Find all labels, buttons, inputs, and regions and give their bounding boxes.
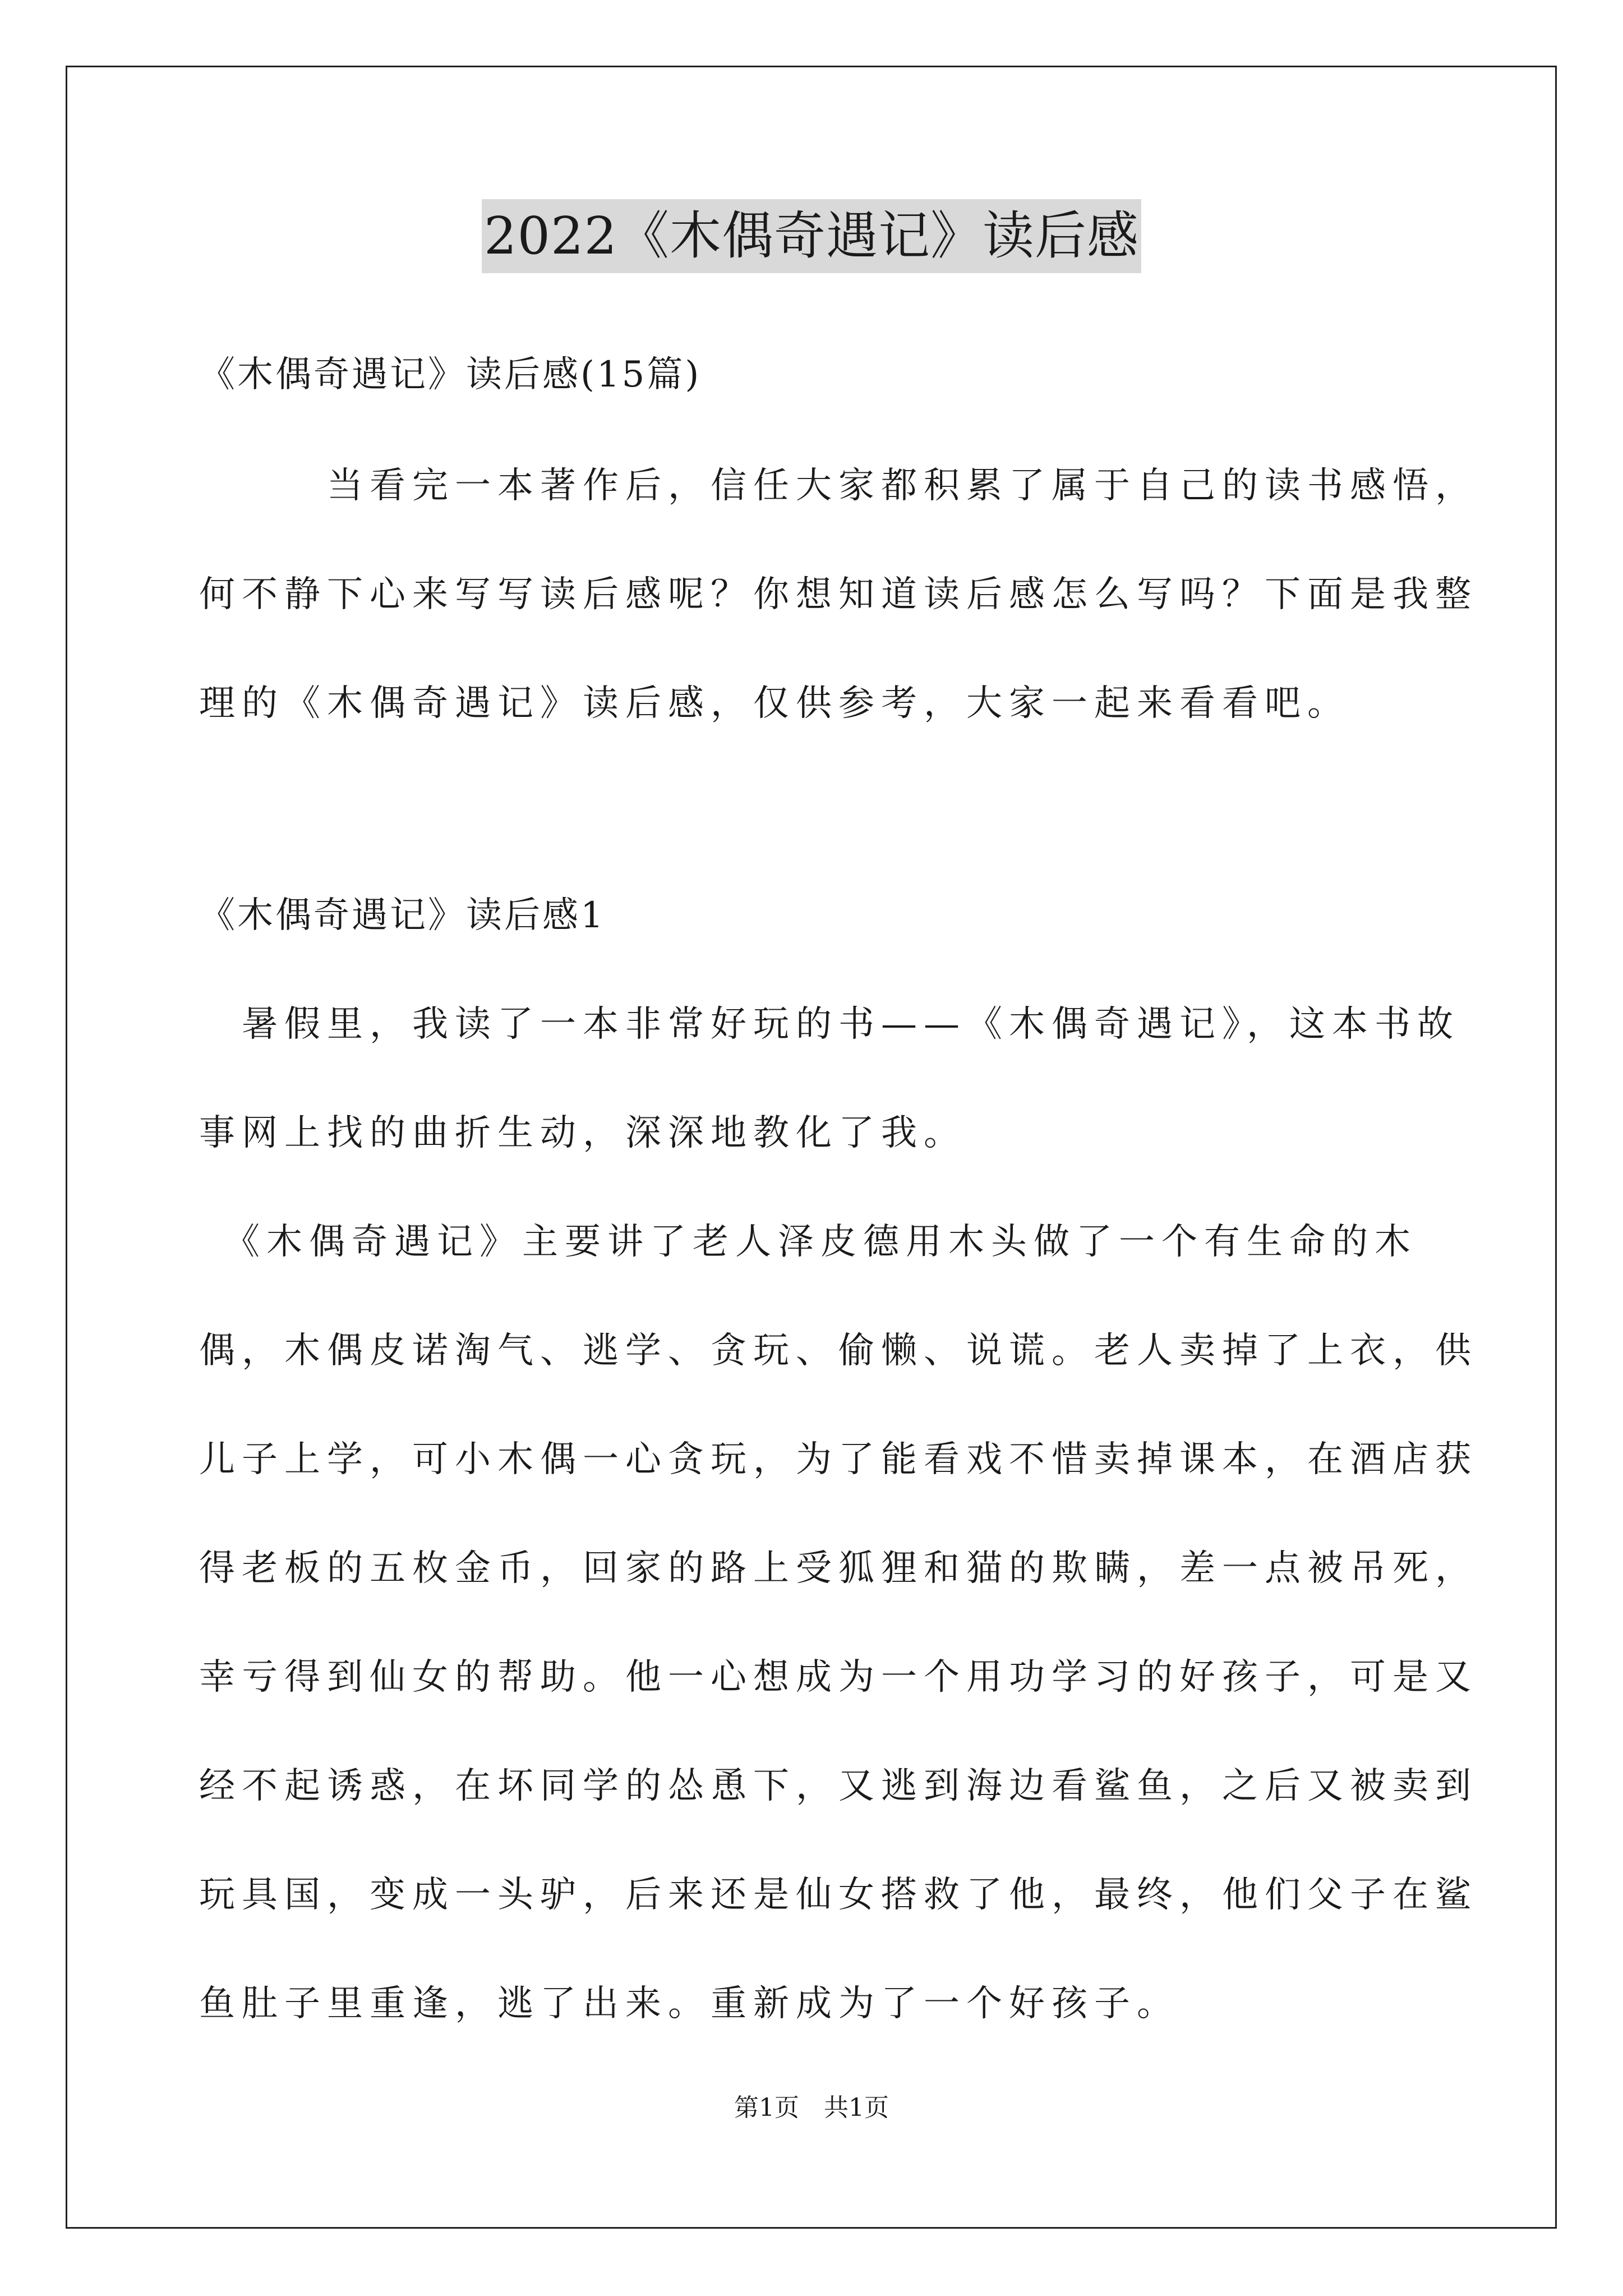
paragraph-line: 暑假里，我读了一本非常好玩的书——《木偶奇遇记》，这本书故 (199, 1004, 1460, 1045)
paragraph-line: 玩具国，变成一头驴，后来还是仙女搭救了他，最终，他们父子在鲨 (199, 1874, 1478, 1916)
page-footer: 第1页 共1页 (734, 2093, 889, 2122)
paragraph-line: 幸亏得到仙女的帮助。他一心想成为一个用功学习的好孩子，可是又 (199, 1657, 1478, 1698)
title-container (0, 199, 1623, 273)
paragraph-line: 经不起诱惑，在坏同学的怂恿下，又逃到海边看鲨鱼，之后又被卖到 (199, 1765, 1478, 1807)
intro-line: 何不静下心来写写读后感呢？你想知道读后感怎么写吗？下面是我整 (199, 574, 1478, 615)
section-heading: 《木偶奇遇记》读后感1 (199, 895, 606, 936)
paragraph-line: 事网上找的曲折生动，深深地教化了我。 (199, 1112, 966, 1154)
paragraph-line: 《木偶奇遇记》主要讲了老人泽皮德用木头做了一个有生命的木 (199, 1221, 1417, 1263)
intro-line: 理的《木偶奇遇记》读后感，仅供参考，大家一起来看看吧。 (199, 683, 1350, 724)
paragraph-line: 鱼肚子里重逢，逃了出来。重新成为了一个好孩子。 (199, 1983, 1179, 2024)
paragraph-line: 偶，木偶皮诺淘气、逃学、贪玩、偷懒、说谎。老人卖掉了上衣，供 (199, 1330, 1478, 1372)
paragraph-line: 儿子上学，可小木偶一心贪玩，为了能看戏不惜卖掉课本，在酒店获 (199, 1439, 1478, 1480)
paragraph-line: 得老板的五枚金币，回家的路上受狐狸和猫的欺瞒，差一点被吊死， (199, 1548, 1478, 1589)
document-title: 2022《木偶奇遇记》读后感 (482, 199, 1141, 273)
intro-line: 当看完一本著作后，信任大家都积累了属于自己的读书感悟， (199, 465, 1478, 507)
document-subtitle: 《木偶奇遇记》读后感(15篇) (199, 354, 702, 395)
